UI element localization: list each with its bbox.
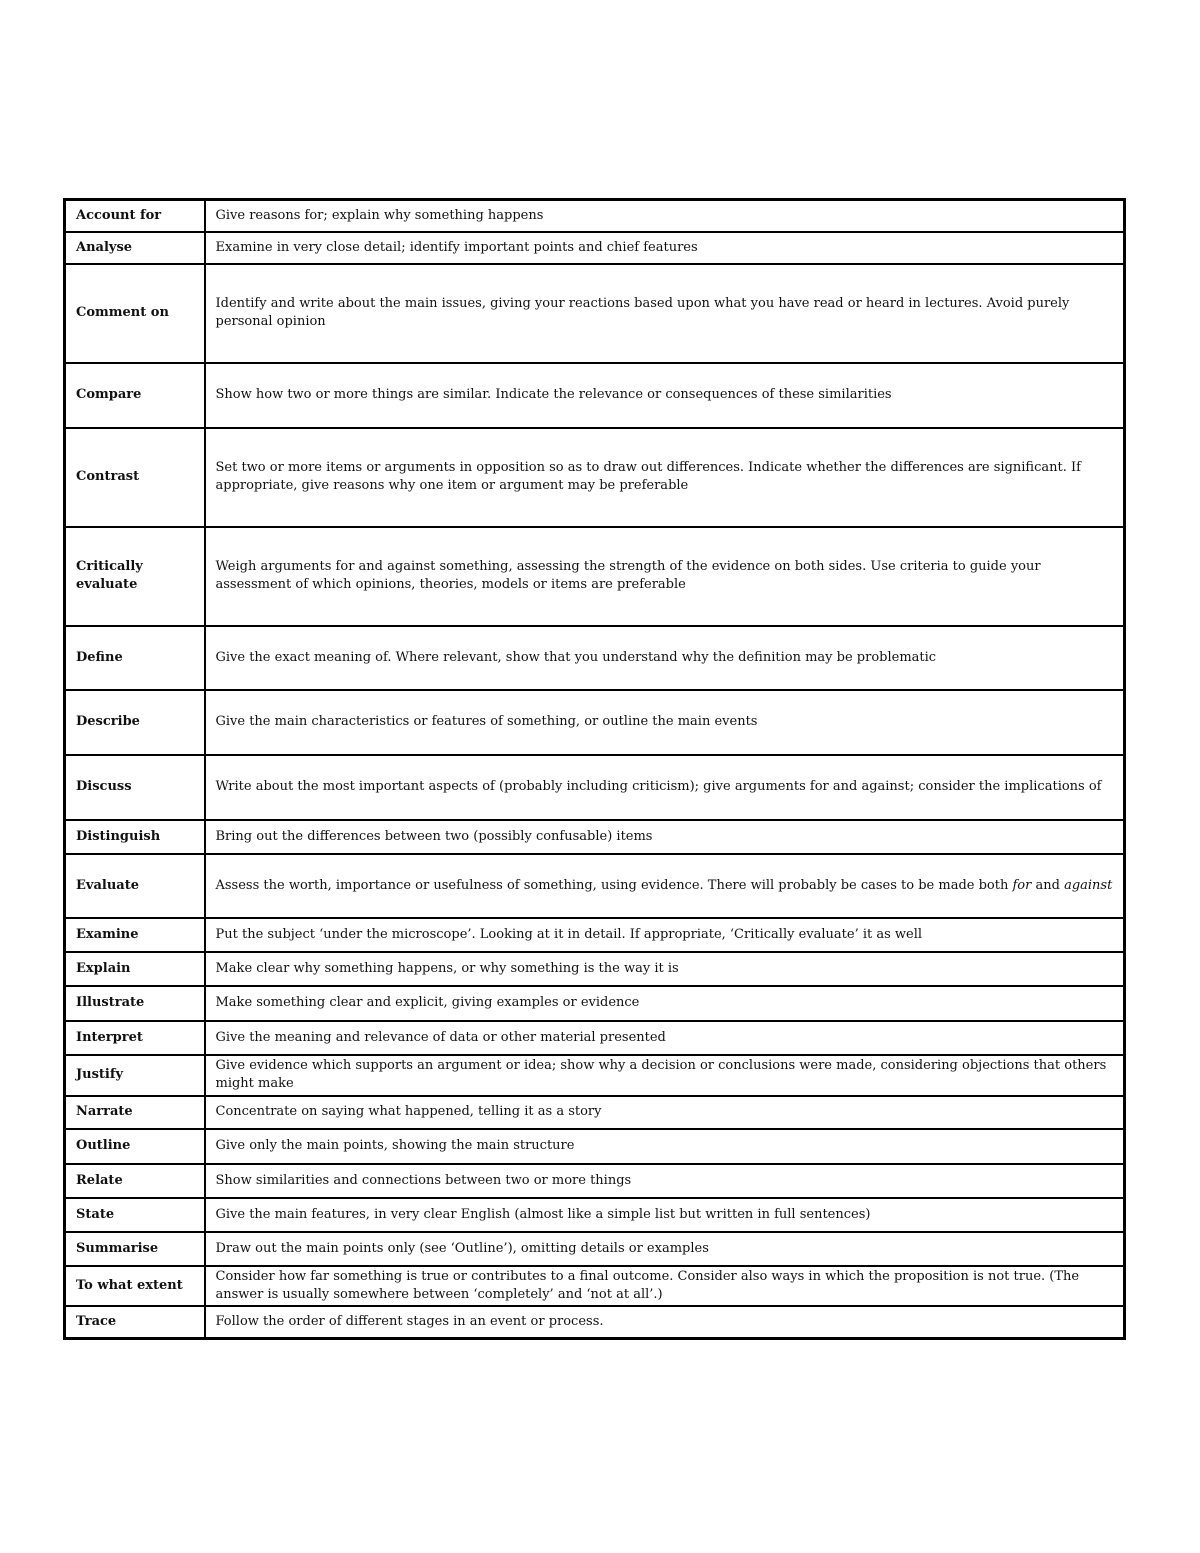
definition-cell: Give the exact meaning of. Where relevant, show that you understand why the definition may be problematic	[205, 626, 1125, 690]
term-cell: Examine	[65, 918, 205, 952]
table-row	[65, 755, 1125, 820]
definition-cell: Give evidence which supports an argument or idea; show why a decision or conclusions were made, considering objections that others might make	[205, 1055, 1125, 1096]
table-row	[65, 1129, 1125, 1164]
table-row	[65, 820, 1125, 854]
term-cell: Contrast	[65, 428, 205, 527]
definition-cell: Give only the main points, showing the main structure	[205, 1129, 1125, 1164]
term-cell: Discuss	[65, 755, 205, 820]
term-cell: Summarise	[65, 1232, 205, 1266]
term-cell: To what extent	[65, 1266, 205, 1306]
table-row	[65, 1306, 1125, 1339]
definition-cell: Identify and write about the main issues, giving your reactions based upon what you have read or heard in lectures. Avoid purely personal opinion	[205, 264, 1125, 363]
table-row	[65, 428, 1125, 527]
table-row	[65, 854, 1125, 918]
term-cell: Illustrate	[65, 986, 205, 1021]
term-cell: Account for	[65, 200, 205, 232]
definition-cell: Concentrate on saying what happened, telling it as a story	[205, 1096, 1125, 1129]
table-row	[65, 200, 1125, 232]
table-row	[65, 363, 1125, 428]
definition-cell: Put the subject ‘under the microscope’. Looking at it in detail. If appropriate, ‘Critically evaluate’ it as well	[205, 918, 1125, 952]
table-row	[65, 1266, 1125, 1306]
term-cell: State	[65, 1198, 205, 1232]
definition-cell: Draw out the main points only (see ‘Outline’), omitting details or examples	[205, 1232, 1125, 1266]
term-cell: Distinguish	[65, 820, 205, 854]
table-row	[65, 527, 1125, 626]
definition-cell: Examine in very close detail; identify important points and chief features	[205, 232, 1125, 264]
definition-cell: Write about the most important aspects of (probably including criticism); give arguments for and against; consider the implications of	[205, 755, 1125, 820]
definition-text: Assess the worth, importance or usefulness of something, using evidence. There will probably be cases to be made both	[215, 877, 1013, 893]
definition-cell	[205, 854, 1125, 918]
definition-cell: Weigh arguments for and against something, assessing the strength of the evidence on both sides. Use criteria to guide your assessment of which opinions, theories, models or items are preferable	[205, 527, 1125, 626]
definition-cell: Consider how far something is true or contributes to a final outcome. Consider also ways in which the proposition is not true. (The answer is usually somewhere between ‘completely’ and ‘not at all’.)	[205, 1266, 1125, 1306]
table-row	[65, 1055, 1125, 1096]
term-cell: Explain	[65, 952, 205, 986]
definition-cell: Bring out the differences between two (possibly confusable) items	[205, 820, 1125, 854]
term-cell: Trace	[65, 1306, 205, 1339]
emphasis-against: against	[1064, 877, 1113, 893]
definition-cell: Give reasons for; explain why something happens	[205, 200, 1125, 232]
term-cell: Outline	[65, 1129, 205, 1164]
term-cell: Describe	[65, 690, 205, 755]
term-cell: Relate	[65, 1164, 205, 1198]
term-cell: Compare	[65, 363, 205, 428]
definition-cell: Make something clear and explicit, giving examples or evidence	[205, 986, 1125, 1021]
term-cell: Narrate	[65, 1096, 205, 1129]
term-cell: Justify	[65, 1055, 205, 1096]
term-cell: Interpret	[65, 1021, 205, 1055]
term-cell: Define	[65, 626, 205, 690]
table-row	[65, 1164, 1125, 1198]
definition-cell: Give the main characteristics or features of something, or outline the main events	[205, 690, 1125, 755]
table-row	[65, 952, 1125, 986]
definition-cell: Show similarities and connections between two or more things	[205, 1164, 1125, 1198]
table-row	[65, 1198, 1125, 1232]
definition-cell: Make clear why something happens, or why something is the way it is	[205, 952, 1125, 986]
table-row	[65, 986, 1125, 1021]
definition-cell: Give the meaning and relevance of data or other material presented	[205, 1021, 1125, 1055]
definition-text: and	[1031, 877, 1065, 893]
table-row	[65, 1232, 1125, 1266]
term-cell: Analyse	[65, 232, 205, 264]
definition-cell: Follow the order of different stages in an event or process.	[205, 1306, 1125, 1339]
glossary-table	[63, 198, 1126, 1340]
table-row	[65, 264, 1125, 363]
definition-cell: Set two or more items or arguments in opposition so as to draw out differences. Indicate whether the differences are significant. If appropriate, give reasons why one item or argument may be preferable	[205, 428, 1125, 527]
term-cell: Comment on	[65, 264, 205, 363]
table-row	[65, 626, 1125, 690]
term-cell: Critically evaluate	[65, 527, 205, 626]
emphasis-for: for	[1012, 877, 1032, 893]
table-row	[65, 1096, 1125, 1129]
table-row	[65, 690, 1125, 755]
definition-cell: Give the main features, in very clear English (almost like a simple list but written in full sentences)	[205, 1198, 1125, 1232]
term-cell: Evaluate	[65, 854, 205, 918]
table-row	[65, 1021, 1125, 1055]
table-row	[65, 232, 1125, 264]
definition-cell: Show how two or more things are similar. Indicate the relevance or consequences of these similarities	[205, 363, 1125, 428]
table-row	[65, 918, 1125, 952]
